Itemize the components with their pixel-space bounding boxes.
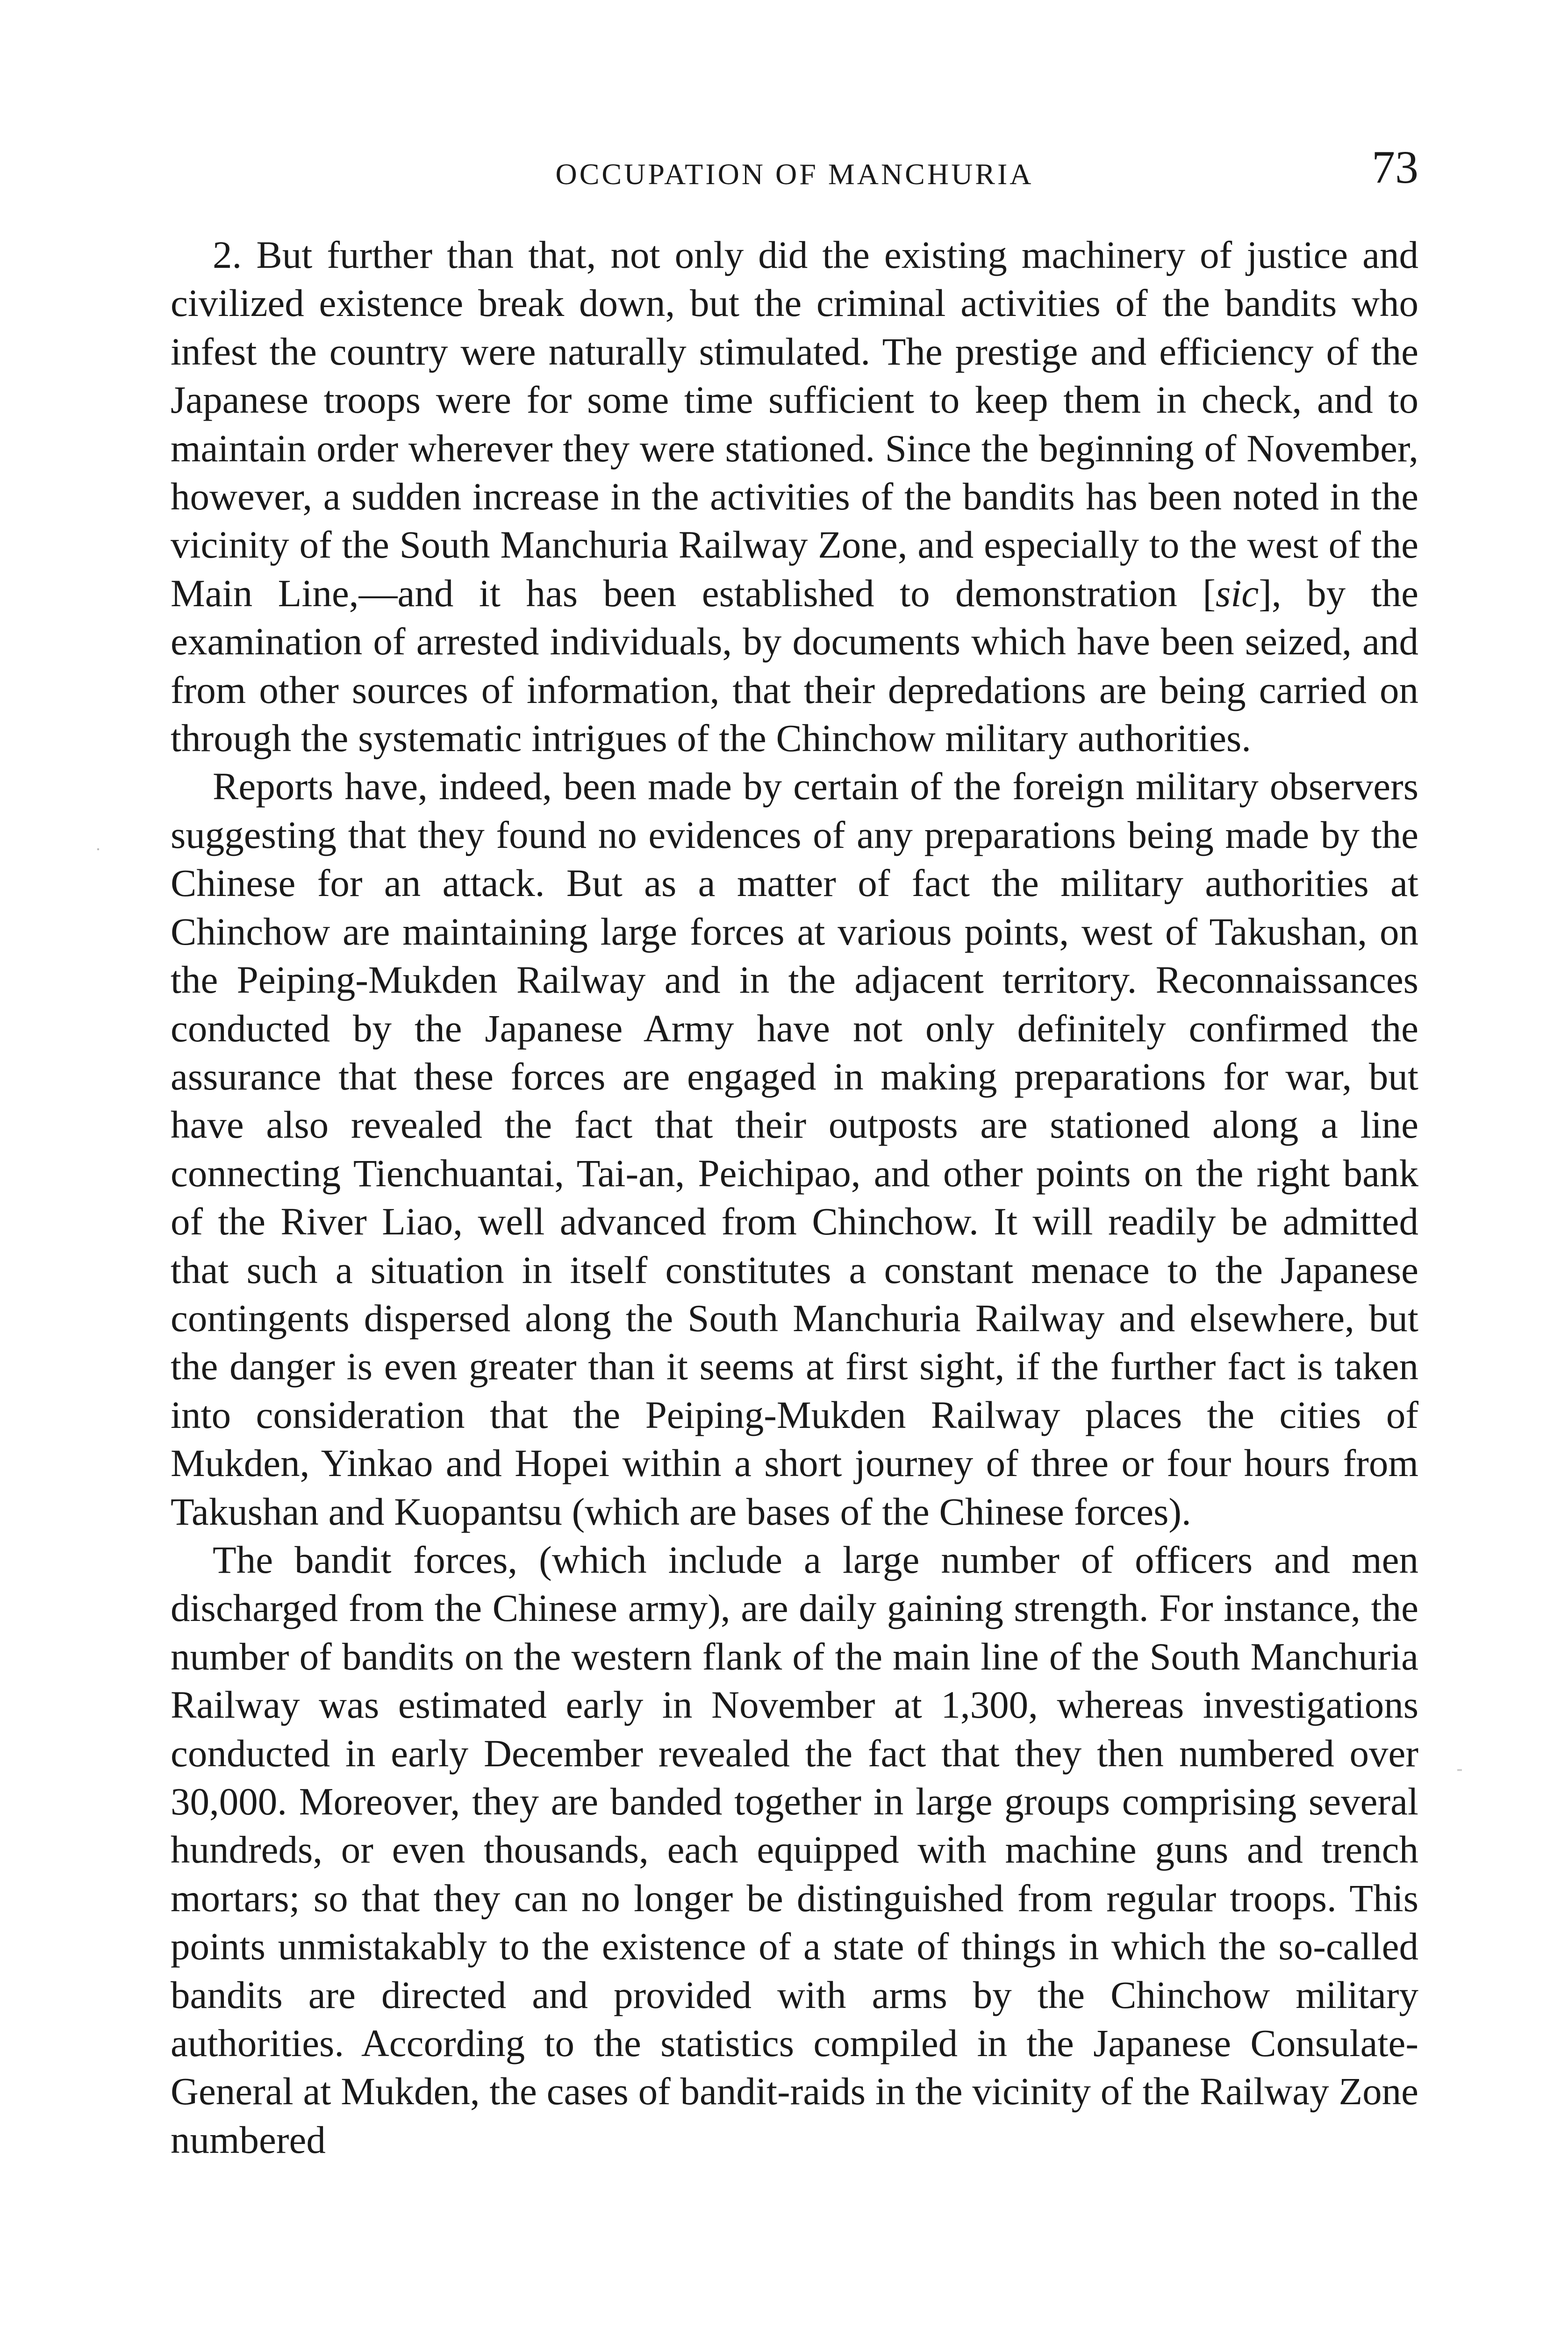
page-number: 73 [1372,141,1418,193]
paragraph-3: The bandit forces, (which include a large number of officers and men discharged from the Chinese army), are daily gaining strength. For instance, the number of bandits on the western flank of the main line of the South Manchuria Railway was estimated early in November at 1,300, whereas investigations conducted in early December revealed the fact that they then numbered over 30,000. Moreover, they are banded together in large groups comprising several hundreds, or even thousands, each equipped with machine guns and trench mortars; so that they can no longer be distinguished from regular troops. This points unmistakably to the existence of a state of things in which the so-called bandits are directed and provided with arms by the Chinchow military authorities. According to the statistics compiled in the Japanese Consulate-General at Mukden, the cases of bandit-raids in the vicinity of the Railway Zone numbered [171,1538,1418,2161]
running-head [171,140,1418,196]
margin-speck [97,848,99,850]
sic-annotation: sic [1216,571,1259,615]
margin-speck [1457,1769,1462,1771]
body-text [171,231,1418,2164]
paragraph-1-text-after: ], by the examination of arrested individuals, by documents which have been seized, and from other sources of information, that their depredations are being carried on through the systematic intrigues of the Chinchow military authorities. [171,571,1419,760]
running-title: OCCUPATION OF MANCHURIA [555,158,1034,191]
paragraph-1-text-before: 2. But further than that, not only did the existing machinery of justice and civilized existence break down, but the criminal activities of the bandits who infest the country were naturally stimulated. The prestige and efficiency of the Japanese troops were for some time sufficient to keep them in check, and to maintain order wherever they were stationed. Since the beginning of November, however, a sudden increase in the activities of the bandits has been noted in the vicinity of the South Manchuria Railway Zone, and especially to the west of the Main Line,—and it has been established to demonstration [ [171,233,1418,615]
paragraph-2: Reports have, indeed, been made by certain of the foreign military observers suggesting that they found no evidences of any preparations being made by the Chinese for an attack. But as a matter of fact the military authorities at Chinchow are maintaining large forces at various points, west of Takushan, on the Peiping-Mukden Railway and in the adjacent territory. Reconnaissances conducted by the Japanese Army have not only definitely confirmed the assurance that these forces are engaged in making preparations for war, but have also revealed the fact that their outposts are stationed along a line connecting Tienchuantai, Tai-an, Peichipao, and other points on the right bank of the River Liao, well advanced from Chinchow. It will readily be admitted that such a situation in itself constitutes a constant menace to the Japanese contingents dispersed along the South Manchuria Railway and elsewhere, but the danger is even greater than it seems at first sight, if the further fact is taken into consideration that the Peiping-Mukden Railway places the cities of Mukden, Yinkao and Hopei within a short journey of three or four hours from Takushan and Kuopantsu (which are bases of the Chinese forces). [171,765,1418,1533]
paragraph-1 [171,231,1418,762]
